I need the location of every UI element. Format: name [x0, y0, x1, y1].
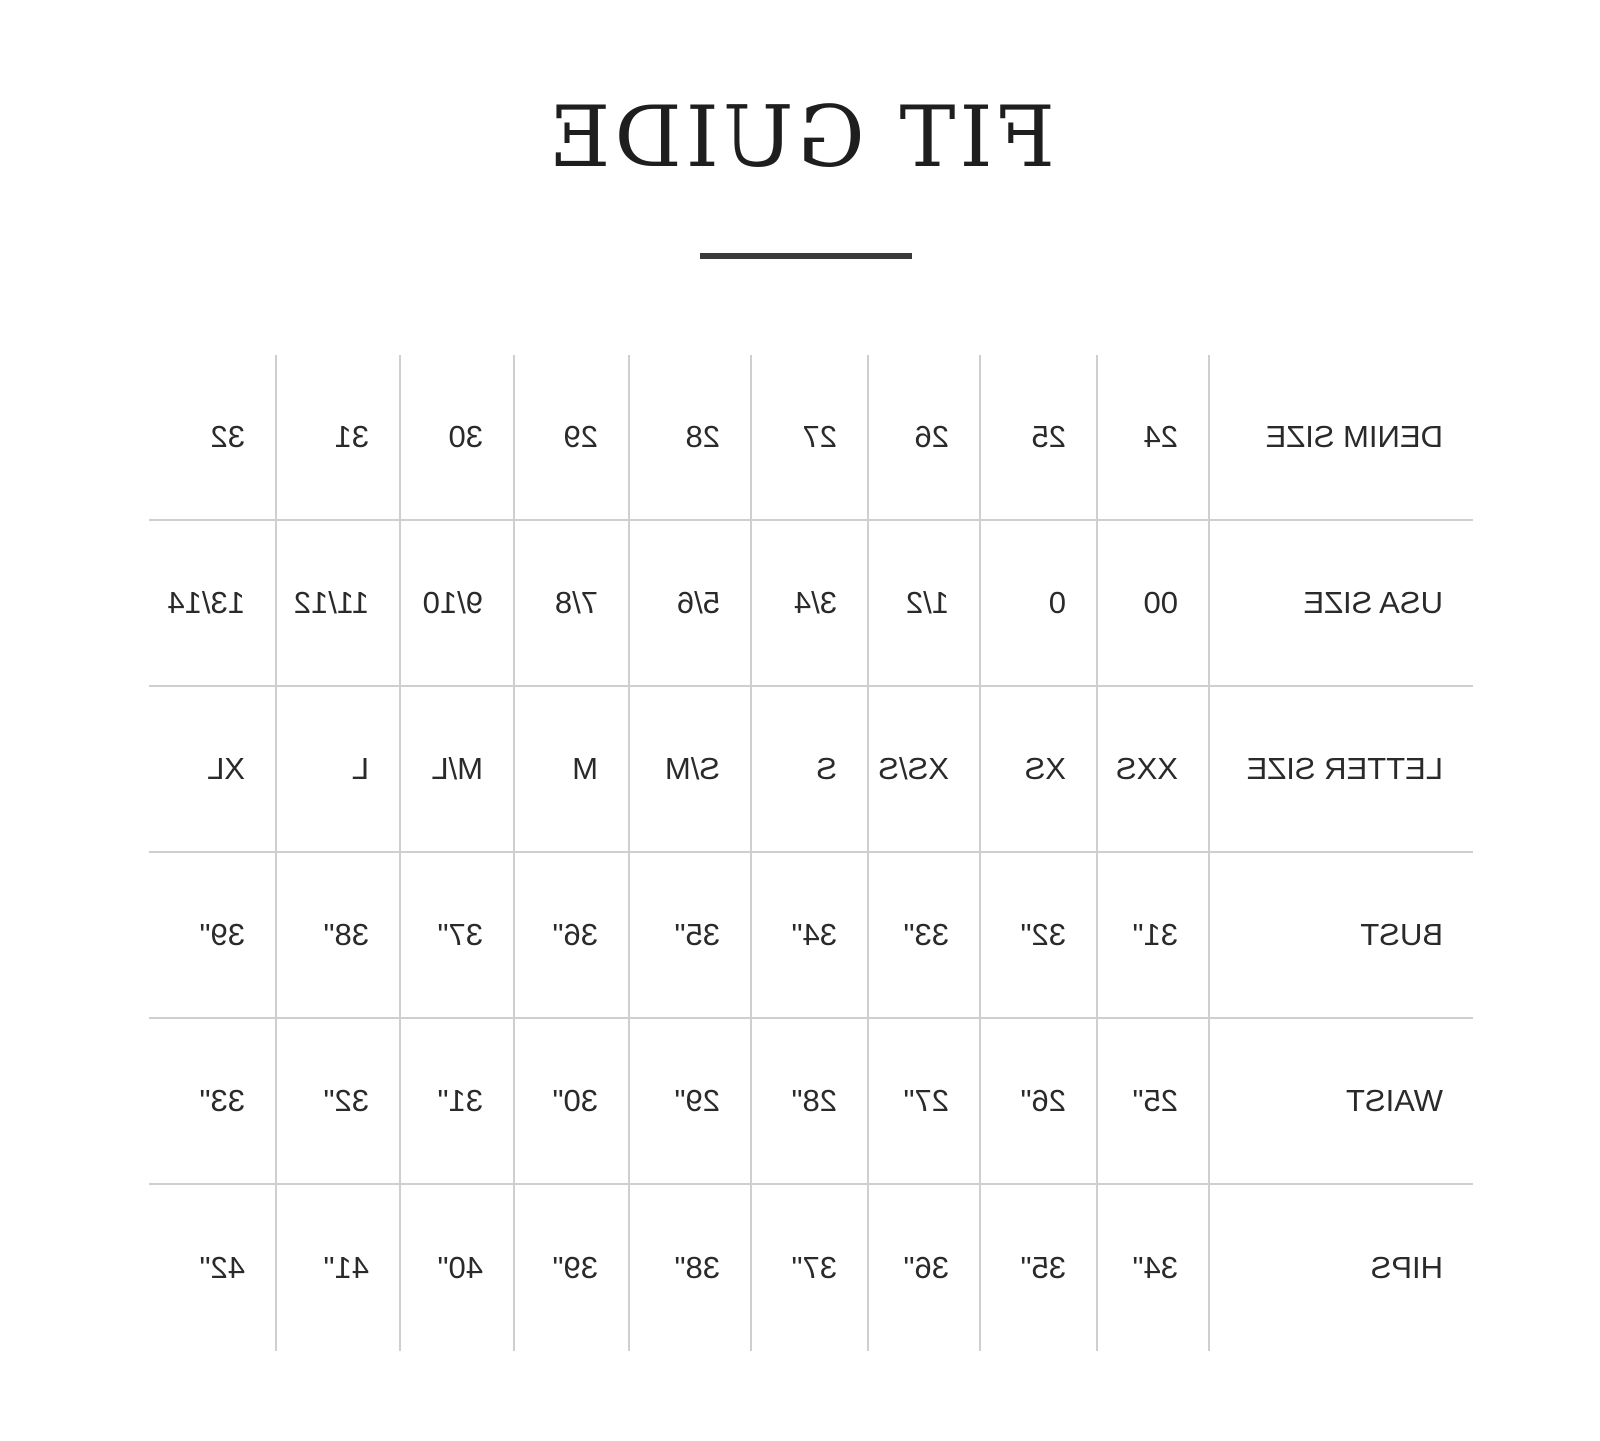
row-label: HIPS: [1208, 1185, 1473, 1351]
size-chart-table: [137, 355, 1473, 1351]
table-cell: 41": [275, 1185, 399, 1351]
table-cell: 42": [199, 1250, 245, 1285]
row-label: WAIST: [1208, 1019, 1473, 1185]
table-cell: 32": [275, 1019, 399, 1185]
table-cell: XS: [979, 687, 1096, 853]
title-underline: [700, 253, 912, 259]
table-cell: 30: [399, 355, 513, 521]
table-cell: M/L: [399, 687, 513, 853]
table-cell: 32": [979, 853, 1096, 1019]
table-cell: 38": [275, 853, 399, 1019]
row-label: LETTER SIZE: [1208, 687, 1473, 853]
table-cell: L: [275, 687, 399, 853]
row-label: DENIM SIZE: [1208, 355, 1473, 521]
table-cell: 35": [628, 853, 750, 1019]
table-cell: 32: [149, 355, 275, 521]
table-cell: 25: [979, 355, 1096, 521]
table-cell: 38": [628, 1185, 750, 1351]
table-cell: 7/8: [513, 521, 628, 687]
table-cell: 36": [513, 853, 628, 1019]
table-cell: 35": [979, 1185, 1096, 1351]
table-cell: 27": [867, 1019, 979, 1185]
table-cell: 9/10: [399, 521, 513, 687]
table-cell: 40": [399, 1185, 513, 1351]
table-cell: S: [750, 687, 867, 853]
table-cell: 13/14: [149, 521, 275, 687]
table-cell: 27: [750, 355, 867, 521]
table-cell: 5/6: [628, 521, 750, 687]
table-cell: 31": [399, 1019, 513, 1185]
table-cell: 3/4: [750, 521, 867, 687]
table-cell: XL: [149, 687, 275, 853]
table-cell: 34": [750, 853, 867, 1019]
table-cell: 1/2: [867, 521, 979, 687]
table-cell: 26": [979, 1019, 1096, 1185]
table-cell: 28": [750, 1019, 867, 1185]
table-cell: 00: [1096, 521, 1208, 687]
row-label: USA SIZE: [1208, 521, 1473, 687]
table-cell: 29: [513, 355, 628, 521]
table-cell: 25": [1096, 1019, 1208, 1185]
table-cell: 36": [867, 1185, 979, 1351]
table-cell: 33": [149, 1019, 275, 1185]
table-cell: 34": [1096, 1185, 1208, 1351]
table-cell: 26: [867, 355, 979, 521]
table-cell: 37": [750, 1185, 867, 1351]
table-cell: 31": [1096, 853, 1208, 1019]
table-cell: 0: [979, 521, 1096, 687]
table-cell: 31: [275, 355, 399, 521]
table-cell: XS/S: [867, 687, 979, 853]
table-cell: 37": [399, 853, 513, 1019]
table-cell: 33": [867, 853, 979, 1019]
table-cell: 39": [149, 853, 275, 1019]
table-cell: S/M: [628, 687, 750, 853]
table-cell: 11/12: [275, 521, 399, 687]
table-cell: XXS: [1096, 687, 1208, 853]
table-cell: 28: [628, 355, 750, 521]
table-cell: 30": [513, 1019, 628, 1185]
table-cell: 24: [1096, 355, 1208, 521]
row-label: BUST: [1208, 853, 1473, 1019]
page-title: FIT GUIDE: [545, 88, 1055, 186]
table-cell: M: [513, 687, 628, 853]
table-cell: 29": [628, 1019, 750, 1185]
table-cell: 39": [513, 1185, 628, 1351]
